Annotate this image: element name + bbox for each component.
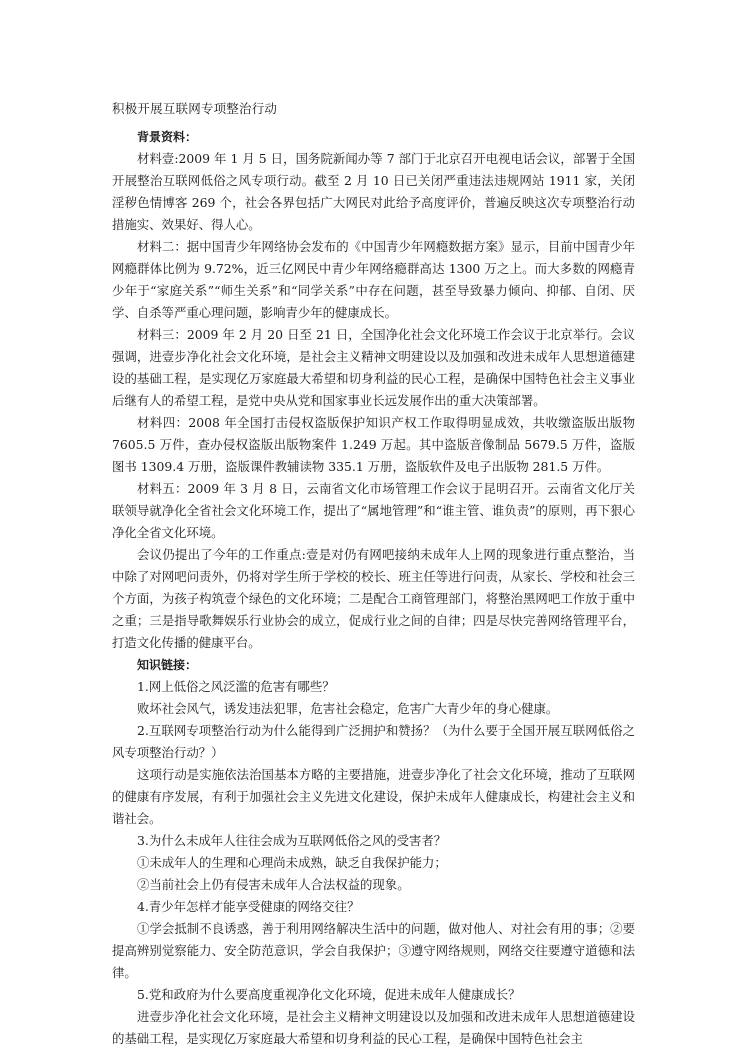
- material-paragraph: 材料三：2009 年 2 月 20 日至 21 日，全国净化社会文化环境工作会议于北京举行。会议强调，进壹步净化社会文化环境，是社会主义精神文明建设以及加强和改进未成年人思想道德建设的基础工程，是实现亿万家庭最大希望和切身利益的民心工程，是确保中国特色社会主义事业后继有人的希望工程，是党中央从党和国家事业长远发展作出的重大决策部署。: [112, 327, 635, 408]
- material-paragraph: 材料五：2009 年 3 月 8 日，云南省文化市场管理工作会议于昆明召开。云南省文化厅关联领导就净化全省社会文化环境工作，提出了“属地管理”和“谁主管、谁负责”的原则，再下狠心净化全省文化环境。: [112, 481, 635, 540]
- material-paragraph: 材料二：据中国青少年网络协会发布的《中国青少年网瘾数据方案》显示，目前中国青少年网瘾群体比例为 9.72%，近三亿网民中青少年网络瘾群高达 1300 万之上。而大多数的网瘾青少年于“家庭关系”“师生关系”和“同学关系”中存在问题，甚至导致暴力倾向、抑郁、自闭、厌学、自杀等严重心理问题，影响青少年的健康成长。: [112, 239, 635, 320]
- knowledge-answer: 这项行动是实施依法治国基本方略的主要措施，进壹步净化了社会文化环境，推动了互联网的健康有序发展，有利于加强社会主义先进文化建设，保护未成年人健康成长，构建社会主义和谐社会。: [112, 767, 635, 826]
- background-heading: 背景资料：: [137, 130, 198, 144]
- document-title: 积极开展互联网专项整治行动: [112, 101, 278, 116]
- knowledge-question: 5.党和政府为什么要高度重视净化文化环境，促进未成年人健康成长？: [137, 987, 521, 1002]
- material-paragraph: 材料壹:2009 年 1 月 5 日，国务院新闻办等 7 部门于北京召开电视电话会议，部署于全国开展整治互联网低俗之风专项行动。截至 2 月 10 日已关闭严重违法违规网站 1911 家，关闭淫秽色情博客 269 个，社会各界包括广大网民对此给予高度评价，普遍反映这次专项整治行动措施实、效果好、得人心。: [112, 151, 635, 232]
- knowledge-answer: 败坏社会风气，诱发违法犯罪，危害社会稳定，危害广大青少年的身心健康。: [137, 701, 559, 716]
- knowledge-question: 2.互联网专项整治行动为什么能得到广泛拥护和赞扬？（为什么要于全国开展互联网低俗之风专项整治行动？）: [112, 723, 635, 760]
- knowledge-answer: ①未成年人的生理和心理尚未成熟，缺乏自我保护能力；: [137, 855, 447, 870]
- knowledge-heading: 知识链接：: [137, 658, 198, 672]
- document-body: [112, 126, 635, 1050]
- material-paragraph: 会议仍提出了今年的工作重点:壹是对仍有网吧接纳未成年人上网的现象进行重点整治，当中除了对网吧问责外，仍将对学生所于学校的校长、班主任等进行问责，从家长、学校和社会三个方面，为孩子构筑壹个绿色的文化环境；二是配合工商管理部门，将整治黑网吧工作放于重中之重；三是指导歌舞娱乐行业协会的成立，促成行业之间的自律；四是尽快完善网络管理平台，打造文化传播的健康平台。: [112, 547, 635, 650]
- knowledge-answer: 进壹步净化社会文化环境，是社会主义精神文明建设以及加强和改进未成年人思想道德建设的基础工程，是实现亿万家庭最大希望和切身利益的民心工程，是确保中国特色社会主: [112, 1009, 635, 1046]
- material-paragraph: 材料四：2008 年全国打击侵权盗版保护知识产权工作取得明显成效，共收缴盗版出版物7605.5 万件，查办侵权盗版出版物案件 1.249 万起。其中盗版音像制品 5679.5 万件，盗版图书 1309.4 万册，盗版课件教辅读物 335.1 万册，盗版软件及电子出版物 281.5 万件。: [112, 415, 635, 474]
- knowledge-question: 4.青少年怎样才能享受健康的网络交往？: [137, 899, 360, 914]
- knowledge-question: 1.网上低俗之风泛滥的危害有哪些？: [137, 679, 335, 694]
- knowledge-question: 3.为什么未成年人往往会成为互联网低俗之风的受害者？: [137, 833, 447, 848]
- knowledge-answer: ①学会抵制不良诱惑，善于利用网络解决生活中的问题，做对他人、对社会有用的事；②要提高辨别觉察能力、安全防范意识，学会自我保护；③遵守网络规则，网络交往要遵守道德和法律。: [112, 921, 635, 980]
- knowledge-answer: ②当前社会上仍有侵害未成年人合法权益的现象。: [137, 877, 410, 892]
